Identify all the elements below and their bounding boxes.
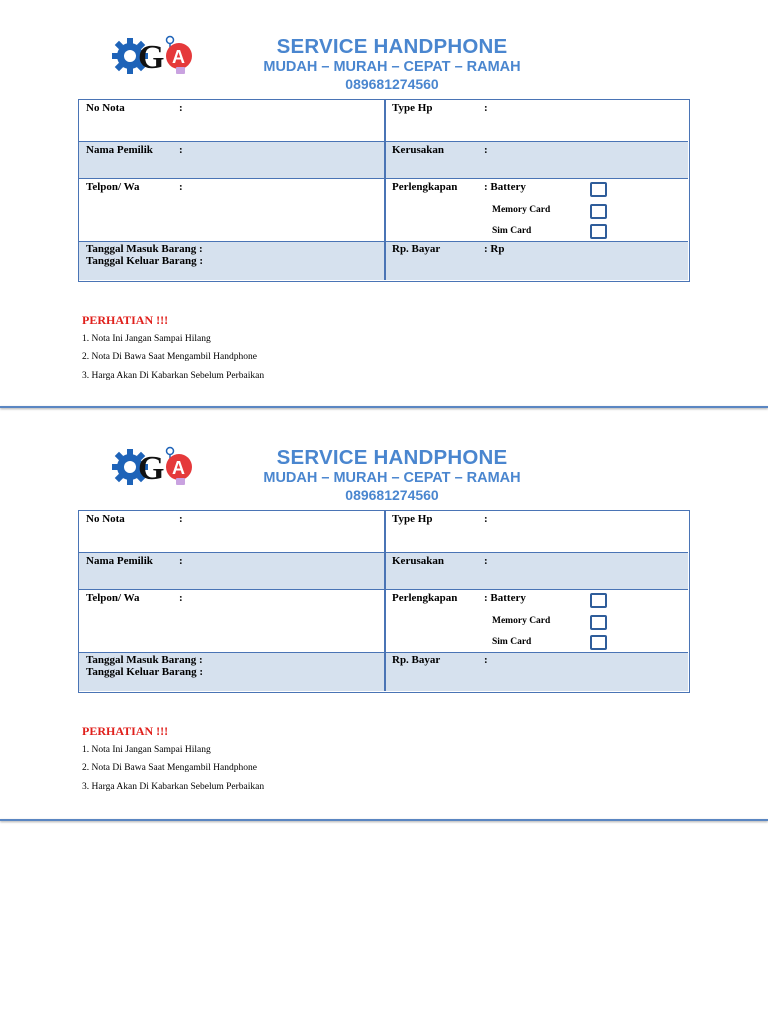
label-tanggal-masuk: Tanggal Masuk Barang : (86, 654, 203, 666)
label-memory-card: Memory Card (492, 205, 551, 215)
label-kerusakan: Kerusakan (392, 555, 444, 567)
label-sim-card: Sim Card (492, 637, 532, 647)
label-no-nota: No Nota (86, 102, 125, 114)
separator-line (0, 819, 768, 821)
notice-title: PERHATIAN !!! (82, 724, 169, 738)
phone-icon (176, 478, 185, 485)
shop-title: SERVICE HANDPHONE (276, 446, 508, 469)
phone-number: 089681274560 (345, 487, 439, 503)
company-logo (108, 34, 208, 78)
memory-card-checkbox[interactable] (590, 615, 607, 630)
notice (82, 724, 264, 793)
notice-title: PERHATIAN !!! (82, 313, 169, 327)
row-tanggal (79, 652, 688, 691)
label-battery: : Battery (484, 181, 526, 193)
row-pemilik: Nama Pemilik : Kerusakan : (79, 552, 688, 589)
label-rp-bayar: Rp. Bayar (392, 243, 441, 255)
tagline: MUDAH – MURAH – CEPAT – RAMAH (263, 59, 521, 75)
label-rp-suffix: : (484, 654, 488, 666)
label-type-hp: Type Hp (392, 102, 433, 114)
label-perlengkapan: Perlengkapan (392, 592, 458, 604)
label-tanggal-keluar: Tanggal Keluar Barang : (86, 255, 204, 267)
company-logo (108, 445, 208, 489)
header (233, 446, 551, 504)
row-nota: No Nota : Type Hp : (79, 100, 688, 141)
row-tanggal (79, 241, 688, 280)
sim-card-checkbox[interactable] (590, 224, 607, 239)
row-telpon: Telpon/ Wa : Perlengkapan : Battery Memory Card Sim Card (79, 589, 688, 652)
notice-item: 2. Nota Di Bawa Saat Mengambil Handphone (82, 352, 257, 362)
label-tanggal-keluar: Tanggal Keluar Barang : (86, 666, 204, 678)
row-nota: No Nota : Type Hp : (79, 511, 688, 552)
notice-item: 2. Nota Di Bawa Saat Mengambil Handphone (82, 763, 257, 773)
phone-icon (176, 67, 185, 74)
label-nama-pemilik: Nama Pemilik (86, 555, 153, 567)
separator-line (0, 406, 768, 408)
label-memory-card: Memory Card (492, 616, 551, 626)
label-rp-bayar: Rp. Bayar (392, 654, 441, 666)
sim-card-checkbox[interactable] (590, 635, 607, 650)
logo-letter-g: G (138, 450, 165, 487)
battery-checkbox[interactable] (590, 182, 607, 197)
label-no-nota: No Nota (86, 513, 125, 525)
notice-item: 1. Nota Ini Jangan Sampai Hilang (82, 745, 211, 755)
notice-item: 3. Harga Akan Di Kabarkan Sebelum Perbaikan (82, 371, 265, 381)
notice (82, 313, 264, 382)
label-kerusakan: Kerusakan (392, 144, 444, 156)
row-telpon: Telpon/ Wa : Perlengkapan : Battery Memory Card Sim Card (79, 178, 688, 241)
header (233, 35, 551, 93)
receipt-form (78, 99, 690, 282)
logo-letter-a: A (172, 47, 185, 67)
row-pemilik: Nama Pemilik : Kerusakan : (79, 141, 688, 178)
label-telpon-wa: Telpon/ Wa (86, 181, 140, 193)
receipt-form (78, 510, 690, 693)
label-nama-pemilik: Nama Pemilik (86, 144, 153, 156)
label-tanggal-masuk: Tanggal Masuk Barang : (86, 243, 203, 255)
logo-letter-g: G (138, 39, 165, 76)
label-telpon-wa: Telpon/ Wa (86, 592, 140, 604)
notice-item: 3. Harga Akan Di Kabarkan Sebelum Perbaikan (82, 782, 265, 792)
logo-letter-a: A (172, 458, 185, 478)
tagline: MUDAH – MURAH – CEPAT – RAMAH (263, 470, 521, 486)
phone-number: 089681274560 (345, 76, 439, 92)
label-perlengkapan: Perlengkapan (392, 181, 458, 193)
label-type-hp: Type Hp (392, 513, 433, 525)
shop-title: SERVICE HANDPHONE (276, 35, 508, 58)
label-battery: : Battery (484, 592, 526, 604)
battery-checkbox[interactable] (590, 593, 607, 608)
memory-card-checkbox[interactable] (590, 204, 607, 219)
label-rp-suffix: : Rp (484, 243, 505, 255)
label-sim-card: Sim Card (492, 226, 532, 236)
notice-item: 1. Nota Ini Jangan Sampai Hilang (82, 334, 211, 344)
